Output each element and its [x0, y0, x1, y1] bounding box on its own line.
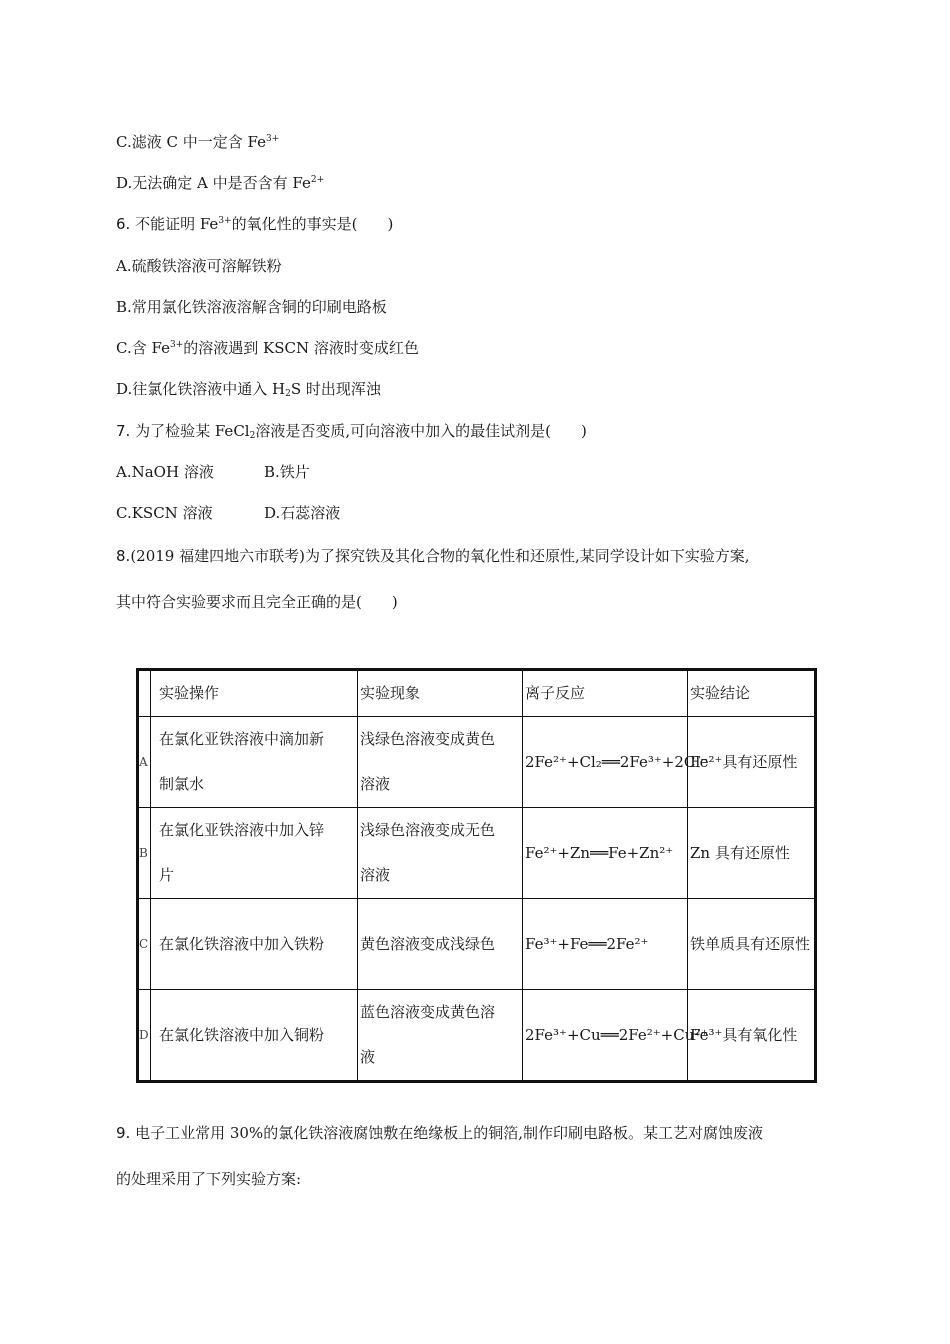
q5-option-d: D.无法确定 A 中是否含有 $Fe^{2+}$: [116, 174, 325, 192]
q8-stem-line2: 其中符合实验要求而且完全正确的是( ): [116, 593, 398, 611]
experiment-table: [136, 668, 817, 1083]
row-label: C: [138, 899, 151, 990]
q9-stem-line2: 的处理采用了下列实验方案:: [116, 1170, 302, 1188]
q7-option-d: D.石蕊溶液: [264, 504, 341, 522]
row-label: A: [138, 717, 151, 808]
table-header-row: [138, 670, 816, 717]
header-ionic-reaction: 离子反应: [523, 670, 688, 717]
phenomenon-cell: 浅绿色溶液变成黄色 溶液: [358, 717, 523, 808]
q6-option-d: D.往氯化铁溶液中通入 $H_2S$ 时出现浑浊: [116, 380, 381, 399]
ionic-reaction-cell: Fe³⁺+Fe══2Fe²⁺: [523, 899, 688, 990]
phenomenon-cell: 黄色溶液变成浅绿色: [358, 899, 523, 990]
table-corner-cell: [138, 670, 151, 717]
operation-cell: 在氯化铁溶液中加入铁粉: [151, 899, 358, 990]
row-label: B: [138, 808, 151, 899]
ionic-reaction-cell: 2Fe³⁺+Cu══2Fe²⁺+Cu²⁺: [523, 990, 688, 1082]
table-row: [138, 808, 816, 899]
table-row: [138, 899, 816, 990]
operation-cell: 在氯化亚铁溶液中滴加新 制氯水: [151, 717, 358, 808]
q9-stem-line1: 9. 电子工业常用 30%的氯化铁溶液腐蚀敷在绝缘板上的铜箔,制作印刷电路板。某工艺对腐蚀废液: [116, 1124, 763, 1142]
conclusion-cell: Zn 具有还原性: [688, 808, 816, 899]
q7-option-a: A.NaOH 溶液: [116, 463, 214, 481]
operation-cell: 在氯化亚铁溶液中加入锌 片: [151, 808, 358, 899]
conclusion-cell: Fe³⁺具有氧化性: [688, 990, 816, 1082]
table-row: [138, 717, 816, 808]
q7-stem: 7. 为了检验某 FeCl$_2$溶液是否变质,可向溶液中加入的最佳试剂是( ): [116, 422, 587, 441]
q7-option-b: B.铁片: [264, 463, 310, 481]
header-phenomenon: 实验现象: [358, 670, 523, 717]
ionic-reaction-cell: Fe²⁺+Zn══Fe+Zn²⁺: [523, 808, 688, 899]
q6-option-b: B.常用氯化铁溶液溶解含铜的印刷电路板: [116, 298, 387, 316]
header-conclusion: 实验结论: [688, 670, 816, 717]
header-operation: 实验操作: [151, 670, 358, 717]
conclusion-cell: Fe²⁺具有还原性: [688, 717, 816, 808]
operation-cell: 在氯化铁溶液中加入铜粉: [151, 990, 358, 1082]
phenomenon-cell: 蓝色溶液变成黄色溶 液: [358, 990, 523, 1082]
conclusion-cell: 铁单质具有还原性: [688, 899, 816, 990]
table-row: [138, 990, 816, 1082]
q6-option-a: A.硫酸铁溶液可溶解铁粉: [116, 257, 282, 275]
q5-option-c: C.滤液 C 中一定含 $Fe^{3+}$: [116, 133, 280, 151]
q7-options-cd: [116, 503, 516, 523]
q7-option-c: C.KSCN 溶液: [116, 504, 213, 522]
row-label: D: [138, 990, 151, 1082]
phenomenon-cell: 浅绿色溶液变成无色 溶液: [358, 808, 523, 899]
q8-stem-line1: 8.(2019 福建四地六市联考)为了探究铁及其化合物的氧化性和还原性,某同学设计如下实验方案,: [116, 547, 750, 565]
q6-option-c: C.含 $Fe^{3+}$的溶液遇到 KSCN 溶液时变成红色: [116, 339, 419, 357]
ionic-reaction-cell: 2Fe²⁺+Cl₂══2Fe³⁺+2Cl⁻: [523, 717, 688, 808]
q7-options-ab: [116, 462, 516, 482]
q6-stem: 6. 不能证明 $Fe^{3+}$的氧化性的事实是( ): [116, 215, 394, 233]
